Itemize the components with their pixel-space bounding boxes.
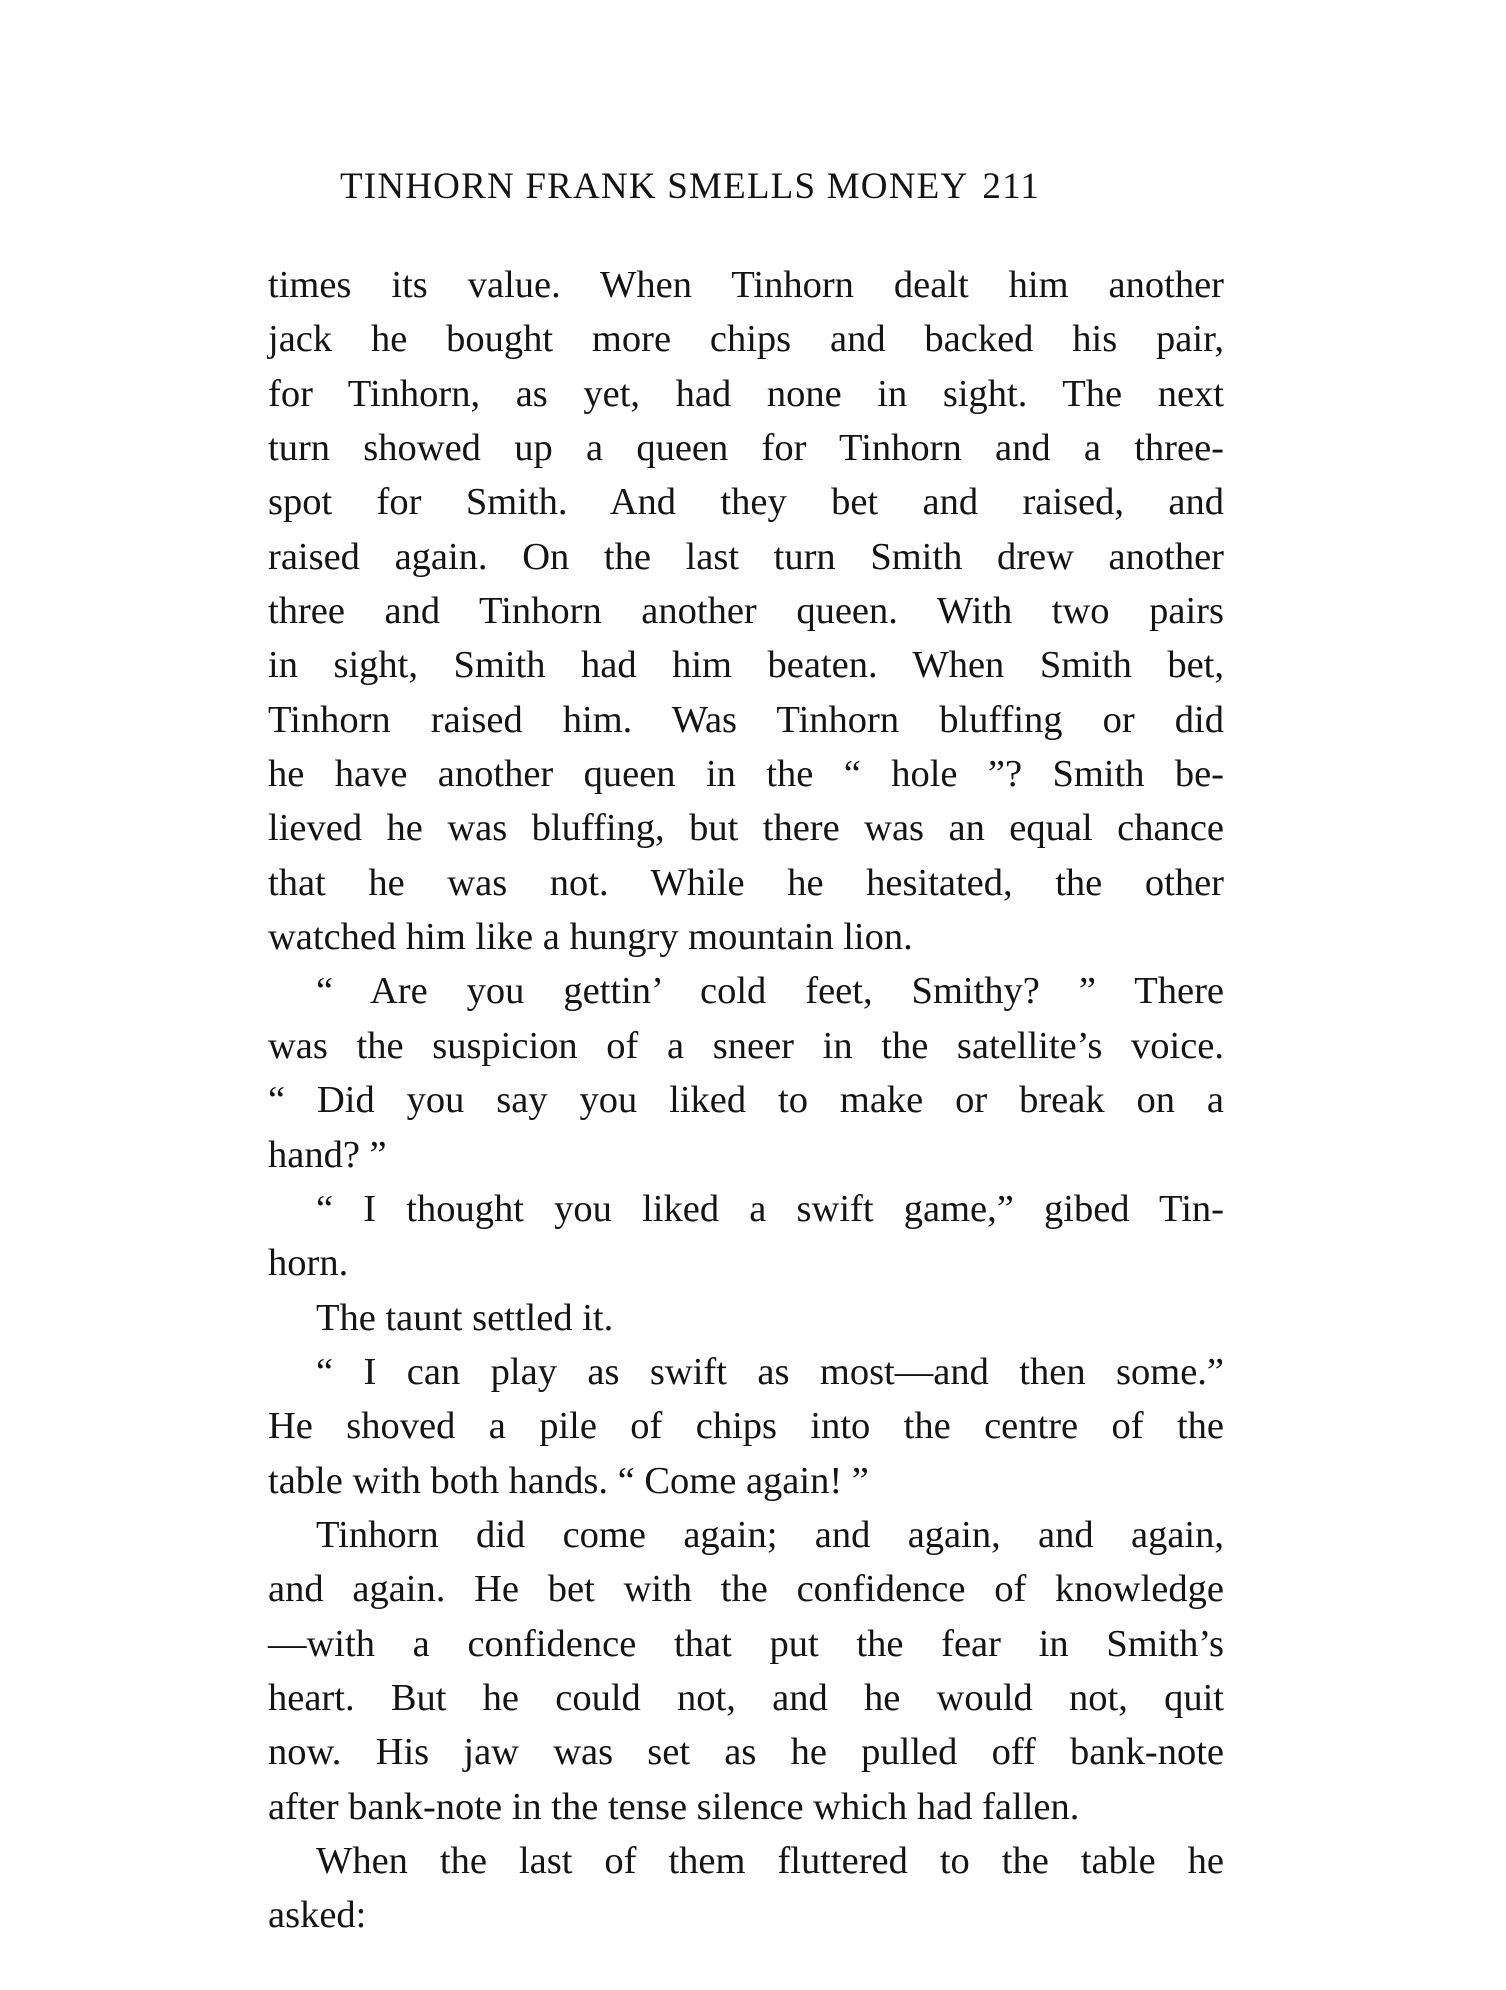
text-line: —with a confidence that put the fear in Smith’s (268, 1622, 1224, 1665)
text-line: “ Did you say you liked to make or break on a (268, 1079, 1224, 1122)
body-text (268, 258, 1224, 1943)
text-line: Tinhorn raised him. Was Tinhorn bluffing or did (268, 698, 1224, 741)
page-number: 211 (982, 166, 1041, 207)
text-line: table with both hands. “ Come again! ” (268, 1459, 869, 1502)
text-line: “ I can play as swift as most—and then some.” (316, 1350, 1224, 1393)
text-line: “ I thought you liked a swift game,” gibed Tin- (316, 1187, 1224, 1230)
text-line: and again. He bet with the confidence of knowledge (268, 1568, 1224, 1611)
text-line: jack he bought more chips and backed his pair, (268, 318, 1224, 361)
text-line: He shoved a pile of chips into the centre of the (268, 1405, 1224, 1448)
text-line: When the last of them fluttered to the table he (316, 1839, 1224, 1882)
text-line: Tinhorn did come again; and again, and again, (316, 1513, 1224, 1556)
text-line: horn. (268, 1242, 349, 1285)
text-line: heart. But he could not, and he would not, quit (268, 1676, 1224, 1719)
text-line: raised again. On the last turn Smith drew another (268, 535, 1224, 578)
text-line: three and Tinhorn another queen. With two pairs (268, 590, 1224, 633)
text-line: “ Are you gettin’ cold feet, Smithy? ” There (316, 970, 1224, 1013)
text-line: asked: (268, 1894, 367, 1937)
running-head (340, 165, 1220, 208)
text-line: he have another queen in the “ hole ”? Smith be- (268, 753, 1224, 796)
text-line: hand? ” (268, 1133, 387, 1176)
running-head-title: TINHORN FRANK SMELLS MONEY (340, 166, 969, 207)
text-line: was the suspicion of a sneer in the satellite’s voice. (268, 1024, 1224, 1067)
text-line: times its value. When Tinhorn dealt him another (268, 264, 1224, 306)
text-line: spot for Smith. And they bet and raised, and (268, 481, 1224, 524)
text-line: in sight, Smith had him beaten. When Smith bet, (268, 644, 1224, 687)
text-line: The taunt settled it. (316, 1296, 614, 1339)
text-line: watched him like a hungry mountain lion. (268, 916, 913, 959)
text-line: turn showed up a queen for Tinhorn and a three- (268, 427, 1224, 470)
text-line: after bank-note in the tense silence which had fallen. (268, 1785, 1080, 1828)
text-line: now. His jaw was set as he pulled off bank-note (268, 1731, 1224, 1774)
text-line: that he was not. While he hesitated, the other (268, 861, 1224, 904)
text-line: lieved he was bluffing, but there was an equal chance (268, 807, 1224, 850)
text-line: for Tinhorn, as yet, had none in sight. The next (268, 372, 1224, 415)
